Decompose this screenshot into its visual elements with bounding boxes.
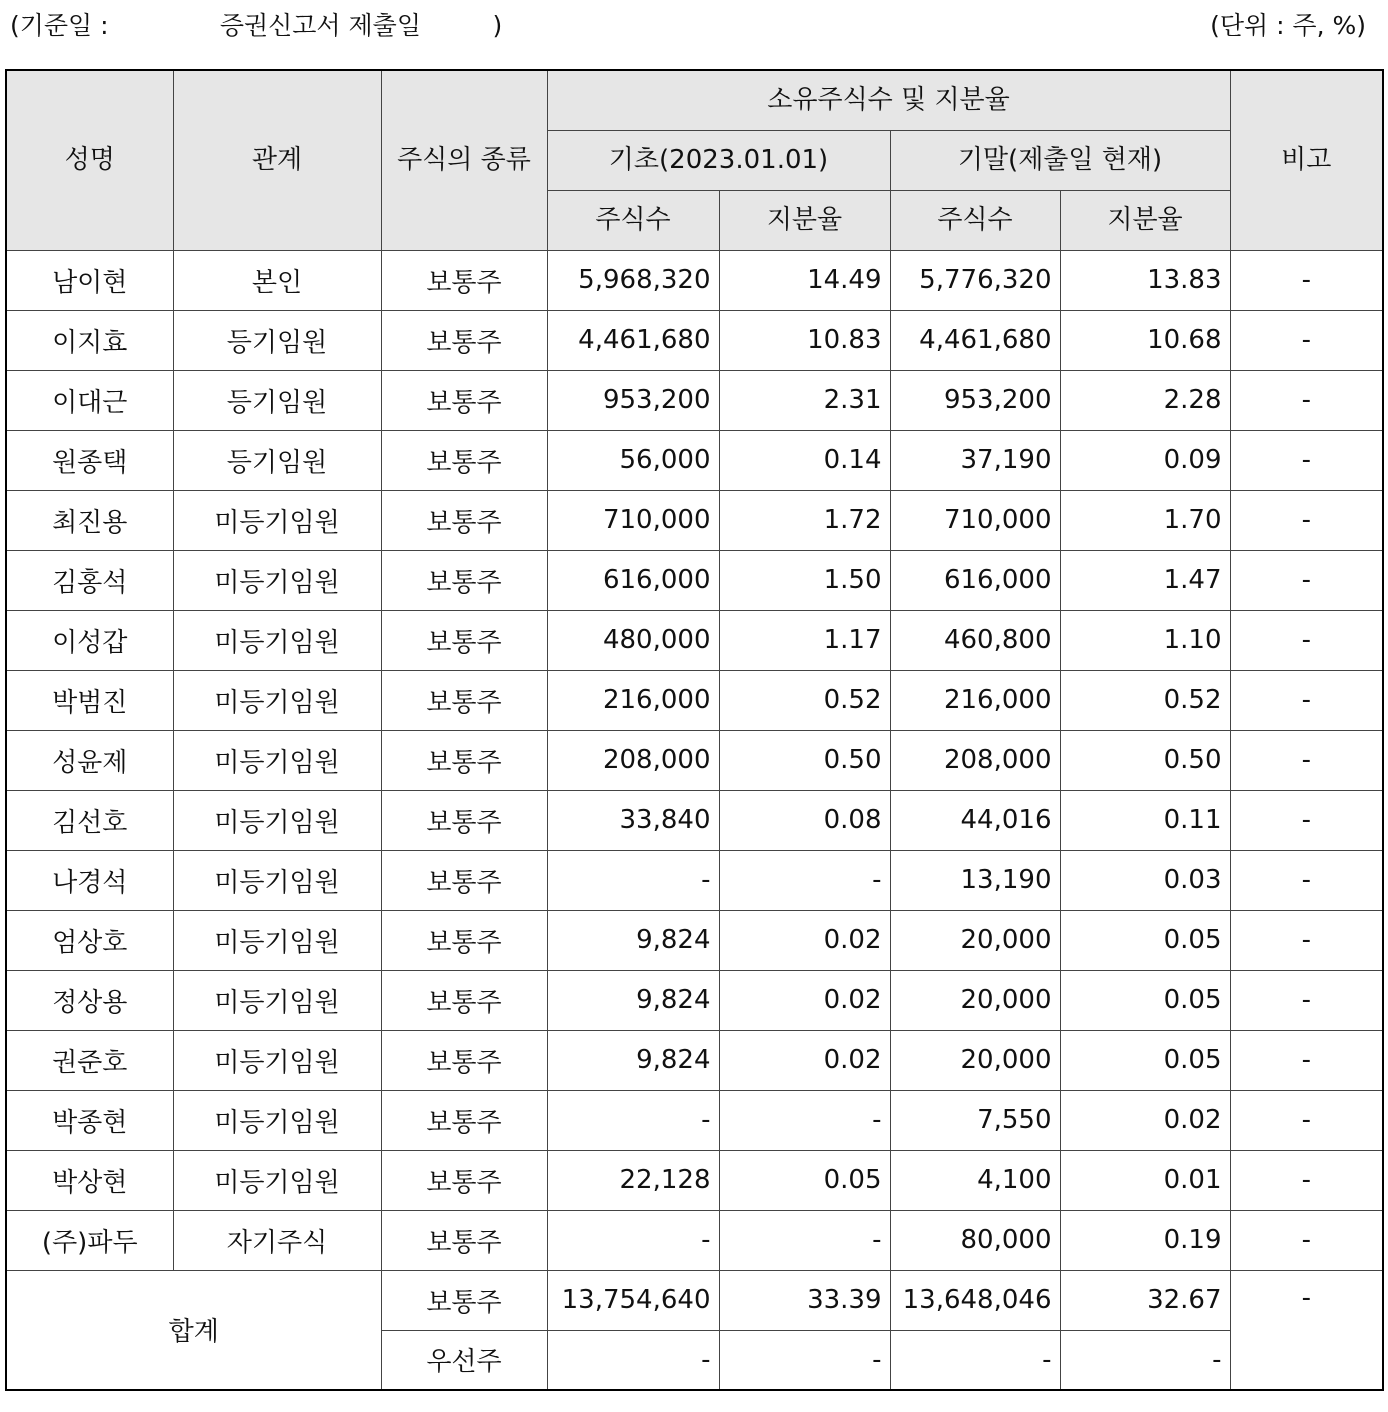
cell-end-shares: 953,200: [890, 370, 1060, 430]
total-common-begin-shares: 13,754,640: [547, 1270, 719, 1330]
table-row: [6, 670, 1383, 730]
cell-relation: 미등기임원: [173, 610, 381, 670]
cell-relation: 미등기임원: [173, 1150, 381, 1210]
cell-begin-shares: 480,000: [547, 610, 719, 670]
cell-begin-ratio: 0.52: [719, 670, 890, 730]
table-row: [6, 790, 1383, 850]
cell-stock-type: 보통주: [381, 1030, 547, 1090]
total-preferred-type: 우선주: [381, 1330, 547, 1390]
cell-end-shares: 80,000: [890, 1210, 1060, 1270]
cell-name: 원종택: [6, 430, 173, 490]
cell-begin-ratio: -: [719, 850, 890, 910]
cell-begin-shares: 216,000: [547, 670, 719, 730]
cell-relation: 미등기임원: [173, 1030, 381, 1090]
cell-begin-shares: 616,000: [547, 550, 719, 610]
header-relation: 관계: [173, 70, 381, 250]
cell-stock-type: 보통주: [381, 250, 547, 310]
cell-begin-shares: 953,200: [547, 370, 719, 430]
cell-stock-type: 보통주: [381, 370, 547, 430]
cell-stock-type: 보통주: [381, 670, 547, 730]
cell-relation: 등기임원: [173, 430, 381, 490]
cell-relation: 등기임원: [173, 370, 381, 430]
cell-begin-shares: 9,824: [547, 1030, 719, 1090]
cell-note: -: [1230, 1030, 1383, 1090]
cell-end-shares: 460,800: [890, 610, 1060, 670]
cell-relation: 미등기임원: [173, 1090, 381, 1150]
cell-end-ratio: 2.28: [1060, 370, 1230, 430]
header-end-ratio: 지분율: [1060, 190, 1230, 250]
header-begin-ratio: 지분율: [719, 190, 890, 250]
cell-end-ratio: 0.09: [1060, 430, 1230, 490]
cell-note: -: [1230, 850, 1383, 910]
cell-begin-shares: 56,000: [547, 430, 719, 490]
cell-stock-type: 보통주: [381, 1090, 547, 1150]
total-preferred-begin-ratio: -: [719, 1330, 890, 1390]
cell-name: 이지효: [6, 310, 173, 370]
table-row: [6, 550, 1383, 610]
cell-relation: 미등기임원: [173, 550, 381, 610]
cell-relation: 미등기임원: [173, 490, 381, 550]
cell-begin-shares: 9,824: [547, 910, 719, 970]
total-common-end-ratio: 32.67: [1060, 1270, 1230, 1330]
header-begin-shares: 주식수: [547, 190, 719, 250]
cell-begin-ratio: 0.50: [719, 730, 890, 790]
header-begin-period: 기초(2023.01.01): [547, 130, 890, 190]
cell-begin-ratio: 0.02: [719, 1030, 890, 1090]
cell-note: -: [1230, 550, 1383, 610]
cell-begin-ratio: 1.50: [719, 550, 890, 610]
cell-end-shares: 20,000: [890, 1030, 1060, 1090]
cell-end-ratio: 0.52: [1060, 670, 1230, 730]
cell-end-ratio: 1.47: [1060, 550, 1230, 610]
cell-end-shares: 13,190: [890, 850, 1060, 910]
total-common-begin-ratio: 33.39: [719, 1270, 890, 1330]
cell-name: 김홍석: [6, 550, 173, 610]
cell-relation: 미등기임원: [173, 910, 381, 970]
table-row: [6, 430, 1383, 490]
cell-begin-ratio: 14.49: [719, 250, 890, 310]
cell-end-shares: 44,016: [890, 790, 1060, 850]
cell-end-shares: 20,000: [890, 910, 1060, 970]
cell-name: 성윤제: [6, 730, 173, 790]
cell-begin-ratio: 1.17: [719, 610, 890, 670]
cell-relation: 본인: [173, 250, 381, 310]
cell-stock-type: 보통주: [381, 730, 547, 790]
cell-name: 엄상호: [6, 910, 173, 970]
cell-stock-type: 보통주: [381, 550, 547, 610]
cell-end-shares: 208,000: [890, 730, 1060, 790]
table-row: [6, 1030, 1383, 1090]
cell-begin-shares: 22,128: [547, 1150, 719, 1210]
cell-stock-type: 보통주: [381, 310, 547, 370]
cell-note: -: [1230, 490, 1383, 550]
cell-relation: 자기주식: [173, 1210, 381, 1270]
cell-relation: 미등기임원: [173, 790, 381, 850]
cell-name: 이대근: [6, 370, 173, 430]
cell-name: 정상용: [6, 970, 173, 1030]
cell-end-ratio: 0.03: [1060, 850, 1230, 910]
cell-begin-ratio: 1.72: [719, 490, 890, 550]
total-label: 합계: [6, 1270, 381, 1390]
cell-relation: 등기임원: [173, 310, 381, 370]
cell-begin-shares: 4,461,680: [547, 310, 719, 370]
header-stock-type: 주식의 종류: [381, 70, 547, 250]
cell-begin-ratio: 10.83: [719, 310, 890, 370]
header-end-period: 기말(제출일 현재): [890, 130, 1230, 190]
cell-note: -: [1230, 1090, 1383, 1150]
cell-end-ratio: 0.19: [1060, 1210, 1230, 1270]
cell-name: 남이현: [6, 250, 173, 310]
cell-end-ratio: 0.11: [1060, 790, 1230, 850]
table-row: [6, 310, 1383, 370]
cell-end-ratio: 1.70: [1060, 490, 1230, 550]
table-row: [6, 910, 1383, 970]
header-name: 성명: [6, 70, 173, 250]
cell-relation: 미등기임원: [173, 850, 381, 910]
cell-begin-ratio: -: [719, 1090, 890, 1150]
cell-end-shares: 7,550: [890, 1090, 1060, 1150]
total-common-end-shares: 13,648,046: [890, 1270, 1060, 1330]
table-row: [6, 1150, 1383, 1210]
cell-note: -: [1230, 1150, 1383, 1210]
table-row: [6, 850, 1383, 910]
cell-begin-ratio: -: [719, 1210, 890, 1270]
cell-note: -: [1230, 970, 1383, 1030]
cell-end-shares: 20,000: [890, 970, 1060, 1030]
cell-stock-type: 보통주: [381, 850, 547, 910]
header-note: 비고: [1230, 70, 1383, 250]
cell-end-ratio: 0.02: [1060, 1090, 1230, 1150]
cell-note: -: [1230, 610, 1383, 670]
cell-begin-ratio: 0.14: [719, 430, 890, 490]
cell-note: -: [1230, 370, 1383, 430]
cell-note: -: [1230, 250, 1383, 310]
table-row: [6, 250, 1383, 310]
cell-begin-shares: 710,000: [547, 490, 719, 550]
header-end-shares: 주식수: [890, 190, 1060, 250]
cell-name: 김선호: [6, 790, 173, 850]
cell-end-ratio: 10.68: [1060, 310, 1230, 370]
cell-begin-shares: 208,000: [547, 730, 719, 790]
total-preferred-end-ratio: -: [1060, 1330, 1230, 1390]
cell-note: -: [1230, 430, 1383, 490]
table-row: [6, 1090, 1383, 1150]
cell-end-ratio: 0.01: [1060, 1150, 1230, 1210]
table-row: [6, 490, 1383, 550]
cell-note: -: [1230, 310, 1383, 370]
table-row: [6, 370, 1383, 430]
cell-begin-ratio: 2.31: [719, 370, 890, 430]
cell-begin-ratio: 0.02: [719, 970, 890, 1030]
cell-stock-type: 보통주: [381, 1210, 547, 1270]
cell-end-shares: 216,000: [890, 670, 1060, 730]
table-row: [6, 1210, 1383, 1270]
cell-stock-type: 보통주: [381, 490, 547, 550]
cell-begin-shares: -: [547, 1090, 719, 1150]
cell-end-shares: 616,000: [890, 550, 1060, 610]
table-row: [6, 610, 1383, 670]
cell-end-shares: 710,000: [890, 490, 1060, 550]
table-body: [6, 250, 1383, 1390]
cell-begin-ratio: 0.05: [719, 1150, 890, 1210]
cell-note: -: [1230, 730, 1383, 790]
cell-begin-ratio: 0.02: [719, 910, 890, 970]
cell-name: 박종현: [6, 1090, 173, 1150]
total-preferred-end-shares: -: [890, 1330, 1060, 1390]
cell-stock-type: 보통주: [381, 910, 547, 970]
cell-note: -: [1230, 1210, 1383, 1270]
cell-end-ratio: 13.83: [1060, 250, 1230, 310]
header-holdings: 소유주식수 및 지분율: [547, 70, 1230, 130]
total-preferred-begin-shares: -: [547, 1330, 719, 1390]
cell-note: -: [1230, 910, 1383, 970]
cell-begin-shares: -: [547, 1210, 719, 1270]
cell-end-ratio: 1.10: [1060, 610, 1230, 670]
cell-note: -: [1230, 790, 1383, 850]
cell-name: 박상현: [6, 1150, 173, 1210]
cell-name: 박범진: [6, 670, 173, 730]
unit-caption: (단위 : 주, %): [1210, 11, 1366, 40]
total-row-common: [6, 1270, 1383, 1330]
table-row: [6, 730, 1383, 790]
cell-end-shares: 4,461,680: [890, 310, 1060, 370]
cell-note: -: [1230, 670, 1383, 730]
cell-end-shares: 37,190: [890, 430, 1060, 490]
cell-name: (주)파두: [6, 1210, 173, 1270]
shareholding-table: [5, 69, 1384, 1391]
cell-end-ratio: 0.05: [1060, 970, 1230, 1030]
cell-stock-type: 보통주: [381, 430, 547, 490]
cell-end-shares: 4,100: [890, 1150, 1060, 1210]
cell-begin-ratio: 0.08: [719, 790, 890, 850]
cell-relation: 미등기임원: [173, 730, 381, 790]
cell-name: 권준호: [6, 1030, 173, 1090]
total-note: -: [1230, 1270, 1383, 1390]
cell-stock-type: 보통주: [381, 610, 547, 670]
cell-begin-shares: 5,968,320: [547, 250, 719, 310]
cell-relation: 미등기임원: [173, 970, 381, 1030]
cell-begin-shares: 33,840: [547, 790, 719, 850]
cell-end-ratio: 0.05: [1060, 1030, 1230, 1090]
cell-stock-type: 보통주: [381, 970, 547, 1030]
cell-name: 최진용: [6, 490, 173, 550]
cell-end-ratio: 0.05: [1060, 910, 1230, 970]
table-row: [6, 970, 1383, 1030]
cell-name: 이성갑: [6, 610, 173, 670]
cell-name: 나경석: [6, 850, 173, 910]
cell-begin-shares: 9,824: [547, 970, 719, 1030]
cell-relation: 미등기임원: [173, 670, 381, 730]
cell-stock-type: 보통주: [381, 790, 547, 850]
cell-end-ratio: 0.50: [1060, 730, 1230, 790]
cell-begin-shares: -: [547, 850, 719, 910]
cell-end-shares: 5,776,320: [890, 250, 1060, 310]
cell-stock-type: 보통주: [381, 1150, 547, 1210]
reference-date-caption: (기준일 : 증권신고서 제출일 ): [10, 11, 503, 40]
total-common-type: 보통주: [381, 1270, 547, 1330]
